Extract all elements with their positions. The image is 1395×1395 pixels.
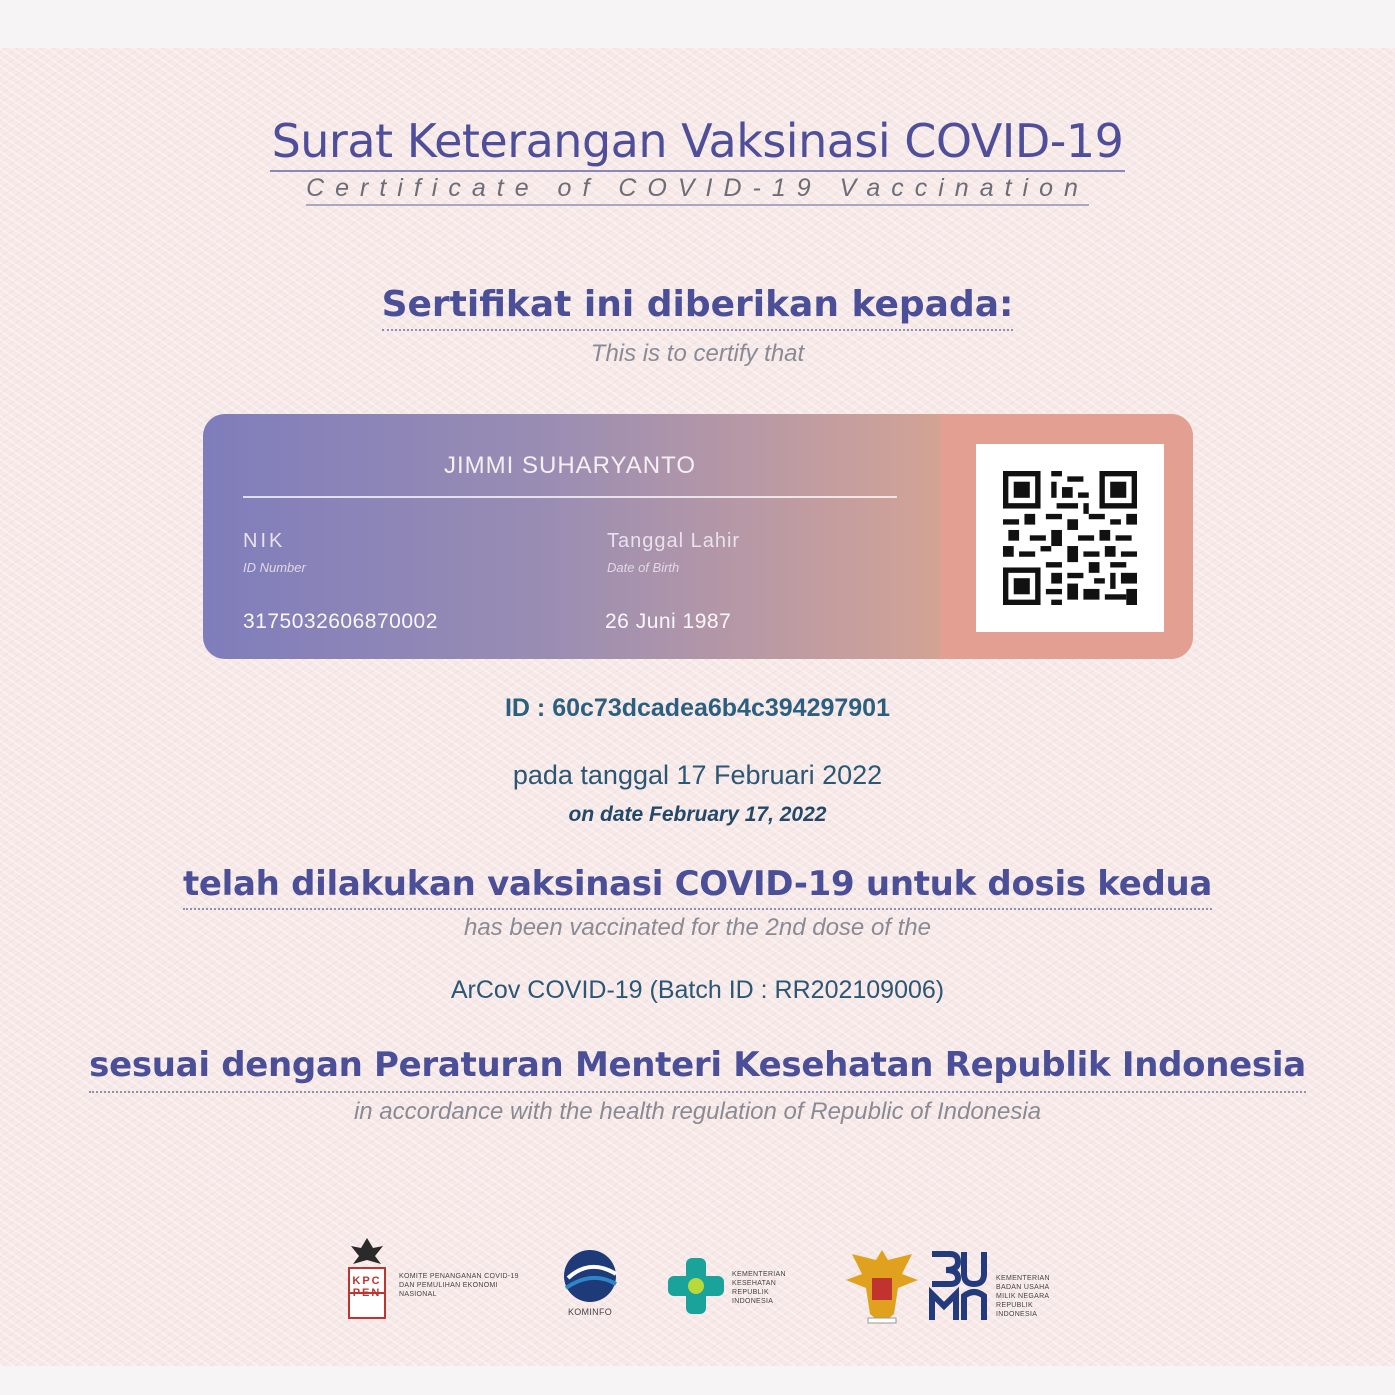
regulation-statement-en: in accordance with the health regulation of Republic of Indonesia: [353, 1098, 1042, 1125]
holder-name: JIMMI SUHARYANTO: [443, 452, 697, 479]
garuda-logo: [842, 1244, 926, 1330]
dob-label: Tanggal Lahir: [607, 530, 741, 552]
vaccine-batch: ArCov COVID-19 (Batch ID : RR202109006): [450, 976, 945, 1004]
vaccination-statement: telah dilakukan vaksinasi COVID-19 untuk dosis kedua: [0, 864, 1395, 904]
garuda-emblem-icon: [842, 1244, 922, 1328]
kpcpen-text: KOMITE PENANGANAN COVID-19 DAN PEMULIHAN EKONOMI NASIONAL: [399, 1273, 519, 1298]
certificate-subtitle: Certificate of COVID-19 Vaccination: [0, 174, 1395, 203]
kominfo-logo: [558, 1248, 632, 1328]
kpcpen-logo: [345, 1234, 525, 1324]
vaccination-date-en: on date February 17, 2022: [568, 803, 827, 826]
kemenkes-cross-icon: [666, 1254, 726, 1318]
bumn-logo: [928, 1248, 1056, 1328]
bumn-text: KEMENTERIAN BADAN USAHA MILIK NEGARA REPUBLIK INDONESIA: [996, 1275, 1050, 1318]
given-to-subheading: This is to certify that: [590, 340, 805, 367]
qr-code[interactable]: [976, 444, 1164, 632]
kemenkes-text: KEMENTERIAN KESEHATAN REPUBLIK INDONESIA: [732, 1271, 786, 1305]
certificate-title: Surat Keterangan Vaksinasi COVID-19: [0, 114, 1395, 168]
bumn-mark-icon: [928, 1248, 990, 1324]
holder-card: [203, 414, 1193, 659]
kominfo-text: KOMINFO: [567, 1307, 613, 1317]
certificate-sheet: [0, 48, 1395, 1366]
vaccination-statement-en: has been vaccinated for the 2nd dose of the: [463, 914, 931, 941]
certificate-id: ID : 60c73dcadea6b4c394297901: [504, 694, 890, 722]
vaccination-date: pada tanggal 17 Februari 2022: [512, 760, 883, 790]
kominfo-globe-icon: [558, 1248, 622, 1304]
given-to-heading: Sertifikat ini diberikan kepada:: [0, 284, 1395, 325]
name-divider: [243, 496, 897, 498]
dob-value: 26 Juni 1987: [605, 610, 732, 633]
qr-code-icon: [1003, 471, 1137, 605]
kemenkes-logo: [666, 1254, 816, 1324]
regulation-statement: sesuai dengan Peraturan Menteri Kesehatan Republik Indonesia: [0, 1045, 1395, 1085]
nik-label: NIK: [243, 530, 286, 552]
nik-label-en: ID Number: [243, 560, 306, 575]
nik-value: 3175032606870002: [243, 610, 438, 633]
kpcpen-acronym: KPC PEN: [352, 1275, 382, 1299]
dob-label-en: Date of Birth: [607, 560, 680, 575]
